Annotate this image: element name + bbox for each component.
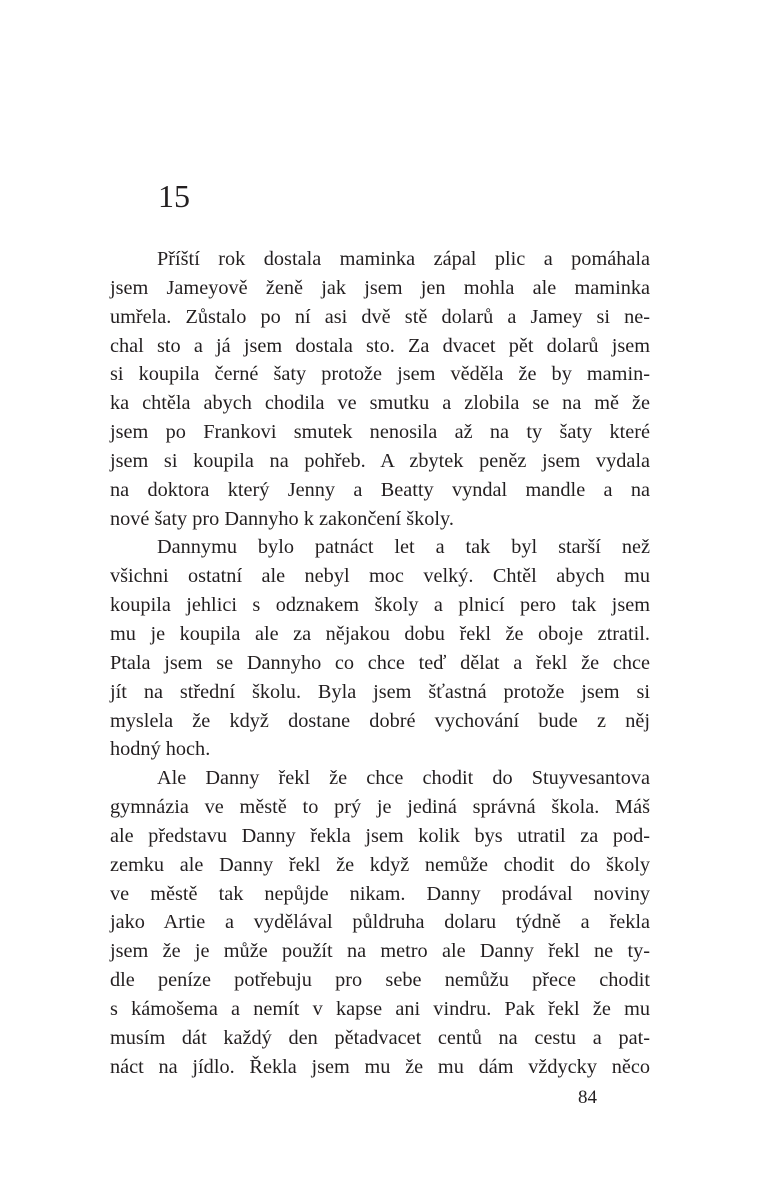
text-line: nové šaty pro Dannyho k zakončení školy. <box>110 507 454 530</box>
text-line: jít na střední školu. Byla jsem šťastná protože jsem si <box>110 680 650 703</box>
text-line: koupila jehlici s odznakem školy a plnicí pero tak jsem <box>110 594 650 617</box>
text-line: ale představu Danny řekla jsem kolik bys utratil za pod- <box>110 824 650 847</box>
text-line: umřela. Zůstalo po ní asi dvě stě dolarů a Jamey si ne- <box>110 305 650 328</box>
text-line: hodný hoch. <box>110 738 211 761</box>
text-line: všichni ostatní ale nebyl moc velký. Chtěl abych mu <box>110 565 650 588</box>
text-line: mu je koupila ale za nějakou dobu řekl že oboje ztratil. <box>110 622 650 645</box>
chapter-number: 15 <box>158 178 190 214</box>
text-line: zemku ale Danny řekl že když nemůže chodit do školy <box>110 853 650 876</box>
text-line: s kámošema a nemít v kapse ani vindru. Pak řekl že mu <box>110 997 650 1020</box>
text-line: Ptala jsem se Dannyho co chce teď dělat a řekl že chce <box>110 651 650 674</box>
text-line: Příští rok dostala maminka zápal plic a pomáhala <box>157 248 650 270</box>
body-text <box>110 245 650 1081</box>
paragraph <box>110 245 650 533</box>
page-number: 84 <box>578 1087 597 1108</box>
text-line: jsem Jameyově ženě jak jsem jen mohla ale maminka <box>110 276 650 299</box>
text-line: ka chtěla abych chodila ve smutku a zlobila se na mě že <box>110 392 650 415</box>
text-line: jako Artie a vydělával půldruha dolaru týdně a řekla <box>110 911 650 934</box>
text-line: jsem po Frankovi smutek nenosila až na ty šaty které <box>110 421 650 444</box>
text-line: myslela že když dostane dobré vychování bude z něj <box>110 709 650 732</box>
text-line: na doktora který Jenny a Beatty vyndal mandle a na <box>110 478 650 501</box>
text-line: chal sto a já jsem dostala sto. Za dvacet pět dolarů jsem <box>110 334 650 357</box>
text-line: náct na jídlo. Řekla jsem mu že mu dám vždycky něco <box>110 1055 650 1078</box>
paragraph <box>110 764 650 1081</box>
text-line: jsem si koupila na pohřeb. A zbytek peněz jsem vydala <box>110 449 650 472</box>
text-line: si koupila černé šaty protože jsem věděla že by mamin- <box>110 363 650 386</box>
text-line: musím dát každý den pětadvacet centů na cestu a pat- <box>110 1026 650 1049</box>
text-line: dle peníze potřebuju pro sebe nemůžu přece chodit <box>110 969 650 992</box>
text-line: jsem že je může použít na metro ale Danny řekl ne ty- <box>110 940 650 963</box>
text-line: Ale Danny řekl že chce chodit do Stuyvesantova <box>157 767 650 790</box>
paragraph <box>110 533 650 764</box>
text-line: ve městě tak nepůjde nikam. Danny prodával noviny <box>110 882 650 905</box>
text-line: gymnázia ve městě to prý je jediná správná škola. Máš <box>110 796 650 819</box>
text-line: Dannymu bylo patnáct let a tak byl starší než <box>157 536 650 559</box>
